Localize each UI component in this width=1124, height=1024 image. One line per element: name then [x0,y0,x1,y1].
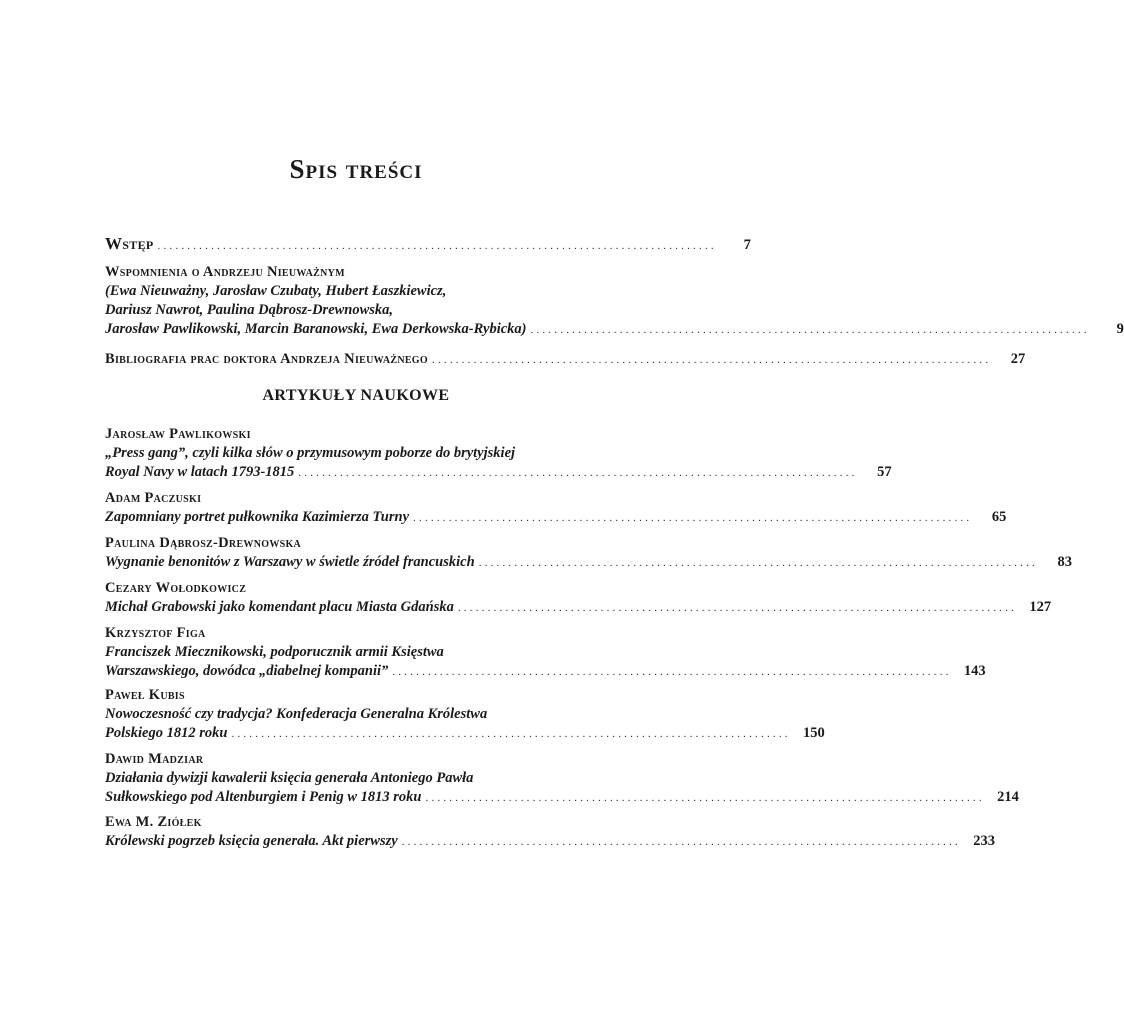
article-title: Królewski pogrzeb księcia generała. Akt pierwszy [105,833,398,849]
toc-entry-wstep[interactable] [105,234,751,256]
leader-dots: .............................................................................................. [231,728,791,740]
toc-bibliography [105,350,1026,370]
article-author: Paulina Dąbrosz-Drewnowska [105,535,302,551]
article-author: Krzysztof Figa [105,625,206,641]
toc-entry-article[interactable] [105,553,1072,573]
toc-article-2 [105,534,1072,573]
article-author: Adam Paczuski [105,490,202,506]
toc-entry-article[interactable] [105,832,995,852]
leader-dots: .............................................................................................. [457,602,1018,614]
toc-article-1 [105,489,1007,528]
page-number: 214 [997,789,1019,805]
leader-dots: .............................................................................................. [157,240,717,252]
article-author: Cezary Wołodkowicz [105,580,247,596]
leader-dots: .............................................................................................. [425,792,985,804]
article-title: Polskiego 1812 roku [105,725,228,741]
toc-entry-bibliography[interactable] [105,350,1026,370]
article-author: Paweł Kubis [105,687,185,703]
toc-entry-article[interactable] [105,724,825,744]
page-number: 9 [1116,321,1124,337]
toc-article-0 [105,425,892,483]
page-number: 233 [973,833,995,849]
section-heading: ARTYKUŁY NAUKOWE [262,387,450,404]
toc-article-3 [105,579,1052,618]
toc-article-6 [105,750,1019,808]
entry-label: Wstęp [105,234,154,253]
article-line: „Press gang”, czyli kilka słów o przymusowym poborze do brytyjskiej [105,445,516,461]
leader-dots: .............................................................................................. [413,512,973,524]
leader-dots: .............................................................................................. [530,324,1090,336]
entry-last-line: Jarosław Pawlikowski, Marcin Baranowski, Ewa Derkowska-Rybicka) [105,321,527,337]
page-number: 150 [803,725,825,741]
page-number: 65 [991,509,1007,525]
article-author: Dawid Madziar [105,751,204,767]
article-author: Ewa M. Ziółek [105,814,202,830]
page-number: 27 [1010,351,1026,367]
toc-article-7 [105,813,995,852]
toc-entry-article[interactable] [105,463,892,483]
entry-line: Dariusz Nawrot, Paulina Dąbrosz-Drewnowska, [105,302,394,318]
toc-article-5 [105,686,825,744]
article-line: Działania dywizji kawalerii księcia generała Antoniego Pawła [105,770,474,786]
entry-heading: Wspomnienia o Andrzeju Nieuważnym [105,264,345,280]
page-number: 143 [963,663,986,679]
article-title: Zapomniany portret pułkownika Kazimierza Turny [105,509,410,525]
article-title: Wygnanie benonitów z Warszawy w świetle źródeł francuskich [105,554,475,570]
leader-dots: .............................................................................................. [401,836,961,848]
article-title: Royal Navy w latach 1793-1815 [105,464,295,480]
toc-article-4 [105,624,986,682]
page-title: Spis treści [289,154,423,184]
toc-entry-article[interactable] [105,662,986,682]
page-number: 83 [1057,554,1072,570]
page-number: 57 [877,464,892,480]
article-title: Michał Grabowski jako komendant placu Miasta Gdańska [105,599,454,615]
article-line: Franciszek Miecznikowski, podporucznik armii Księstwa [105,644,444,660]
leader-dots: .............................................................................................. [298,467,858,479]
toc-memories [105,263,1124,340]
article-title: Warszawskiego, dowódca „diabelnej kompanii” [105,663,389,679]
entry-line: (Ewa Nieuważny, Jarosław Czubaty, Hubert Łaszkiewicz, [105,283,447,299]
entry-label: Bibliografia prac doktora Andrzeja Nieuważnego [105,351,428,367]
toc-entry-memories[interactable] [105,320,1124,340]
page-number: 7 [743,237,751,253]
leader-dots: .............................................................................................. [392,666,952,678]
leader-dots: .............................................................................................. [478,557,1038,569]
article-title: Sułkowskiego pod Altenburgiem i Penig w 1813 roku [105,789,422,805]
page-number: 127 [1029,599,1052,615]
article-line: Nowoczesność czy tradycja? Konfederacja Generalna Królestwa [105,706,488,722]
leader-dots: .............................................................................................. [431,354,992,366]
toc-intro [105,234,751,256]
toc-entry-article[interactable] [105,598,1052,618]
toc-entry-article[interactable] [105,788,1019,808]
toc-entry-article[interactable] [105,508,1007,528]
article-author: Jarosław Pawlikowski [105,426,251,442]
